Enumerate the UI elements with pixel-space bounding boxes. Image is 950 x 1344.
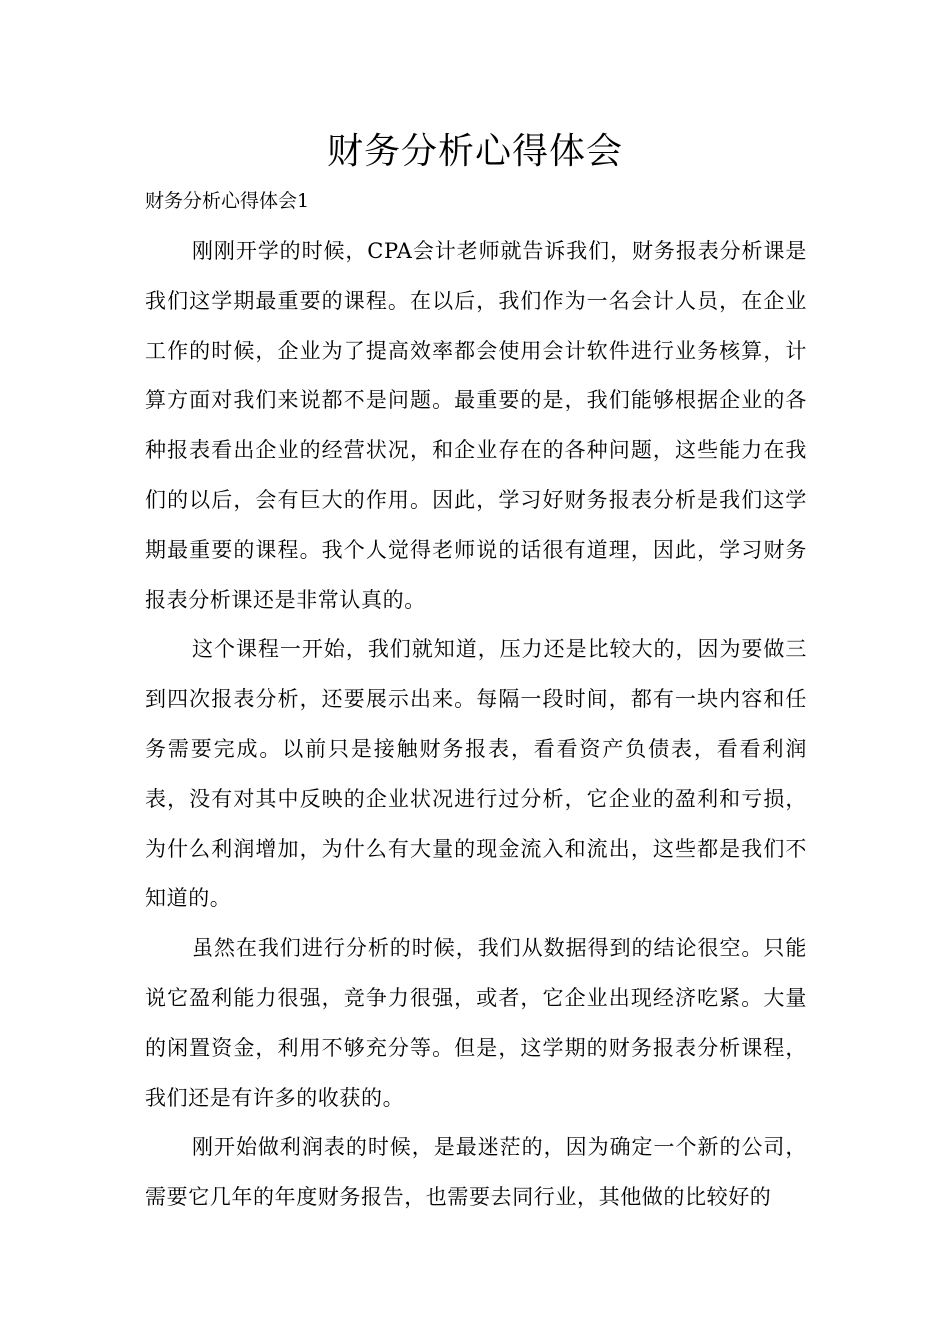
paragraph-3: 虽然在我们进行分析的时候，我们从数据得到的结论很空。只能说它盈利能力很强，竞争力很强，或者，它企业出现经济吃紧。大量的闲置资金，利用不够充分等。但是，这学期的财务报表分析课程，我们还是有许多的收获的。 bbox=[145, 936, 807, 1110]
paragraph-1: 刚刚开学的时候，CPA会计老师就告诉我们，财务报表分析课是我们这学期最重要的课程。在以后，我们作为一名会计人员，在企业工作的时候，企业为了提高效率都会使用会计软件进行业务核算，计算方面对我们来说都不是问题。最重要的是，我们能够根据企业的各种报表看出企业的经营状况，和企业存在的各种问题，这些能力在我们的以后，会有巨大的作用。因此，学习好财务报表分析是我们这学期最重要的课程。我个人觉得老师说的话很有道理，因此，学习财务报表分析课还是非常认真的。 bbox=[145, 239, 807, 612]
paragraph-2: 这个课程一开始，我们就知道，压力还是比较大的，因为要做三到四次报表分析，还要展示出来。每隔一段时间，都有一块内容和任务需要完成。以前只是接触财务报表，看看资产负债表，看看利润表，没有对其中反映的企业状况进行过分析，它企业的盈利和亏损，为什么利润增加，为什么有大量的现金流入和流出，这些都是我们不知道的。 bbox=[145, 637, 807, 911]
document-body bbox=[145, 227, 807, 1223]
paragraph-4: 刚开始做利润表的时候，是最迷茫的，因为确定一个新的公司，需要它几年的年度财务报告，也需要去同行业，其他做的比较好的 bbox=[145, 1135, 807, 1210]
document-title: 财务分析心得体会 bbox=[326, 131, 623, 172]
document-subtitle: 财务分析心得体会1 bbox=[145, 190, 310, 212]
